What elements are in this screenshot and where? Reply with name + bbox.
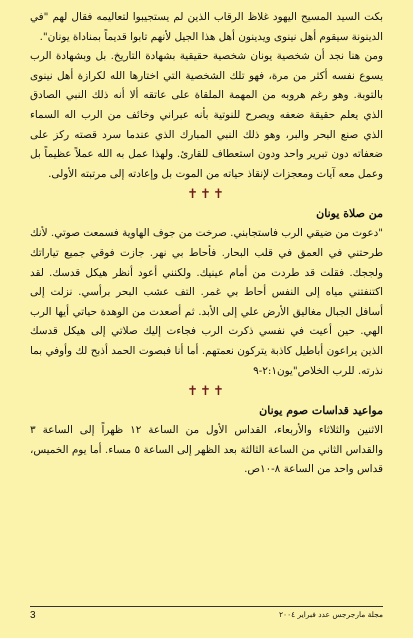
cross-divider-icon: ✝✝✝ bbox=[187, 187, 226, 203]
page-number: 3 bbox=[30, 610, 36, 621]
page-footer bbox=[30, 606, 383, 627]
schedule-heading: مواعيد قداسات صوم يونان bbox=[259, 404, 383, 418]
jonah-character-paragraph: ومن هنا نجد أن شخصية يونان شخصية حقيقية بشهادة التاريخ. بل وبشهادة الرب يسوع نفسه أكثر من مرة، فهو تلك الشخصية التي اختارها الله لكرازة أهل نينوى بالتوبة. وهو رغم هروبه من المهمة الملقاة على عاتقه ألا أنه ذلك النبي الصادق الذي يعلم حقيقة ضعفه ويصرح للنوتية بأنه عبراني وخائف من الرب اله السماء الذي صنع البحر والبر، وهو ذلك النبي المبارك الذي عندما سرد قصته ركز على ضعفاته دون تبرير واحد ودون استعطاف للقارئ. ولهذا عمل به الله عملاً عظيماً بل وعمل معه آيات ومعجزات لإنقاذ حياته من الموت بل وإعادته إلى مرتبته الأولى. bbox=[30, 50, 383, 180]
prayer-text: "دعوت من ضيقي الرب فاستجابني. صرخت من جوف الهاوية فسمعت صوتي. لأنك طرحتني في العمق في قلب البحار. فأحاط بي نهر. جازت فوقي جميع تياراتك ولججك. فقلت قد طردت من أمام عينيك. ولكنني أعود أنظر هيكل قدسك. لقد اكتنفتني مياه إلى النفس أحاط بي غمر. التف عشب البحر برأسي. نزلت إلى أسافل الجبال مغاليق الأرض علي إلى الأبد. ثم أصعدت من الوهدة حياتي أيها الرب الهي. حين أعيت في نفسي ذكرت الرب فجاءت إليك صلاتي إلى هيكل قدسك الذين يراعون أباطيل كاذبة يتركون نعمتهم. أما أنا فبصوت الحمد أذبح لك وأوفي بما نذرته. للرب الخلاص"يون٢:١-٩ bbox=[30, 227, 383, 377]
cross-divider-icon: ✝✝✝ bbox=[187, 384, 226, 400]
schedule-text: الاثنين والثلاثاء والأربعاء، القداس الأول من الساعة ١٢ ظهراً إلى الساعة ٣ والقداس الثاني من الساعة الثالثة بعد الظهر إلى الساعة ٥ مساء. أما يوم الخميس، قداس واحد من الساعة ٨-١٠ص. bbox=[30, 424, 383, 476]
publication-info: مجلة مارجرجس عدد فبراير ٢٠٠٤ bbox=[279, 610, 383, 619]
article-body bbox=[30, 8, 383, 480]
prayer-heading: من صلاة يونان bbox=[316, 207, 383, 221]
intro-paragraph: بكت السيد المسيح اليهود غلاظ الرقاب الذين لم يستجيبوا لتعاليمه فقال لهم "في الدينونة سيقوم أهل نينوى ويدينون أهل هذا الجيل لأنهم تابوا قديماً بمناداة يونان". bbox=[30, 11, 383, 43]
